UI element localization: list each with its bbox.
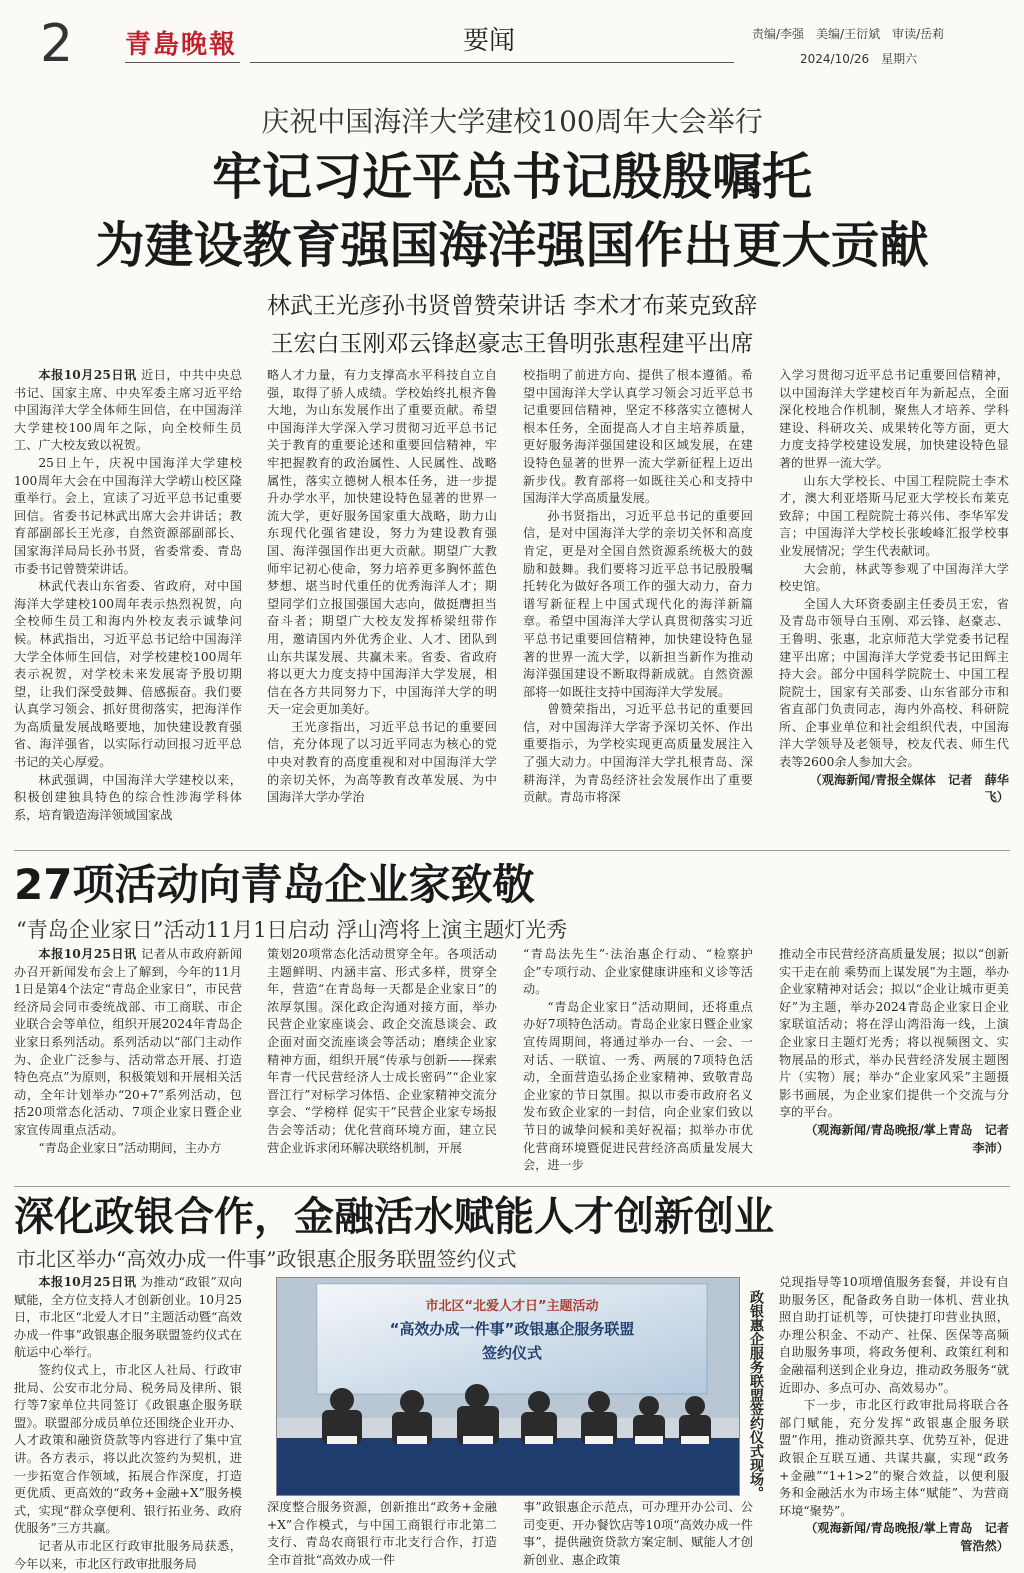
section-divider: [14, 850, 1010, 851]
banner-text-3: 签约仪式: [481, 1344, 543, 1362]
article2-column-1: [14, 946, 242, 1178]
photo-caption: 政银惠企服务联盟签约仪式现场。: [748, 1290, 764, 1500]
issue-date: 2024/10/26 星期六: [800, 52, 918, 66]
article1-paragraph: 山东大学校长、中国工程院院士李术才，澳大利亚塔斯马尼亚大学校长布莱克致辞；中国工程院院士蒋兴伟、李华军发言；中国海洋大学校长张峻峰汇报学校事业发展情况；学生代表献词。: [779, 473, 1009, 558]
banner-text-2: “高效办成一件事”政银惠企服务联盟: [389, 1320, 635, 1338]
article1-paragraph: 孙书贤指出，习近平总书记的重要回信，是对中国海洋大学的亲切关怀和高度肯定，更是对全国自然资源系统极大的鼓励和鼓舞。我们要将习近平总书记殷殷嘱托转化为做好各项工作的强大动力，奋力谱写新征程上中国式现代化的海洋新篇章。希望中国海洋大学认真贯彻落实习近平总书记重要回信精神，加快建设特色显著的世界一流大学，以新担当新作为推动海洋强国建设不断取得新成就。自然资源部将一如既往支持中国海洋大学发展。: [523, 508, 753, 699]
signing-table: [277, 1438, 739, 1495]
section-divider: [14, 1186, 1010, 1187]
article2-paragraph: “青岛企业家日”活动期间，还将重点办好7项特色活动。青岛企业家日暨企业家宣传周期间，将通过举办一台、一会、一对话、一联谊、一秀、两展的7项特色活动，全面营造弘扬企业家精神、致敬青岛企业家的节日氛围。拟以市委市政府名义发布致企业家的一封信，向企业家们致以节日的诚挚问候和美好祝福；拟举办市优化营商环境暨促进民营经济高质量发展大会，进一步: [523, 999, 753, 1173]
article3-paragraph: 兑现指导等10项增值服务套餐，并设有自助服务区，配备政务自助一体机、营业执照自助打证机等，可快捷打印营业执照，办理公积金、不动产、社保、医保等高频自助服务事项，将政务便利、政策红利和金融福利送到企业身边，推动政务服务“就近即办、多点可办、高效易办”。: [779, 1275, 1009, 1395]
article3-paragraph: 下一步，市北区行政审批局将联合各部门赋能，充分发挥“政银惠企服务联盟”作用，推动资源共享、优势互补，促进政银企互联互通、共谋共赢，实现“政务+金融”“1+1>2”的聚合效益，以便利服务和金融活水为市场主体“赋能”、为营商环境“聚势”。: [779, 1398, 1009, 1518]
article2-column-4: [779, 946, 1022, 1178]
page-number: 2: [40, 14, 74, 74]
article1-column-1: [14, 367, 242, 837]
article1-headline-line2: 为建设教育强国海洋强国作出更大贡献: [95, 217, 929, 274]
article1-paragraph: 入学习贯彻习近平总书记重要回信精神，以中国海洋大学建校百年为新起点，全面深化校地合作机制，聚焦人才培养、学科建设、科研攻关、成果转化等方面，更大力度支持学校建设发展，加快建设特色显著的世界一流大学。: [779, 368, 1009, 470]
article1-paragraph: 略人才力量，有力支撑高水平科技自立自强，取得了骄人成绩。学校始终扎根齐鲁大地，为山东发展作出了重要贡献。希望中国海洋大学深入学习贯彻习近平总书记关于教育的重要论述和重要回信精神，牢牢把握教育的政治属性、人民属性、战略属性，落实立德树人根本任务，进一步提升办学水平，加快建设特色显著的世界一流大学，更好服务国家重大战略，助力山东现代化强省建设，努力为建设教育强国、海洋强国作出更大贡献。期望广大教师牢记初心使命，努力培养更多胸怀蓝色梦想、堪当时代重任的优秀海洋人才；期望同学们立报国强国大志向，做挺膺担当奋斗者；期望广大校友发挥桥梁纽带作用，邀请国内外优秀企业、人才、团队到山东共谋发展、共赢未来。省委、省政府将以更大力度支持中国海洋大学发展，相信在各方共同努力下，中国海洋大学的明天一定会更加美好。: [267, 368, 497, 717]
article1-dateline: 本报10月25日讯: [38, 368, 137, 382]
article1-paragraph: 王光彦指出，习近平总书记的重要回信，充分体现了以习近平同志为核心的党中央对教育的高度重视和对中国海洋大学的亲切关怀，为高等教育改革发展、为中国海洋大学办学治: [267, 719, 497, 805]
article3-paragraph: 为推动“政银”双向赋能，全方位支持人才创新创业。10月25日，市北区“北爱人才日”主题活动暨“高效办成一件事”政银惠企服务联盟签约仪式在航运中心举行。: [14, 1275, 243, 1360]
signing-ceremony-photo: [276, 1277, 740, 1496]
masthead-rule: [250, 62, 734, 63]
article2-subhead: “青岛企业家日”活动11月1日启动 浮山湾将上演主题灯光秀: [16, 918, 568, 942]
article1-column-4: [779, 367, 1009, 837]
article2-paragraph: “青岛企业家日”活动期间，主办方: [38, 1140, 222, 1155]
article1-subhead-1: 林武王光彦孙书贤曾赞荣讲话 李术才布莱克致辞: [266, 293, 758, 319]
newspaper-logo: 青島晚報: [125, 30, 238, 60]
article1-kicker: 庆祝中国海洋大学建校100周年大会举行: [261, 105, 763, 138]
article2-column-3: [523, 946, 753, 1178]
article3-column-4: [779, 1274, 1022, 1570]
article1-credit: （观海新闻/青报全媒体 记者 薛华飞）: [809, 772, 1009, 805]
banner-text-1: 市北区“北爱人才日”主题活动: [425, 1299, 599, 1314]
article1-paragraph: 近日，中共中央总书记、国家主席、中央军委主席习近平给中国海洋大学全体师生回信，在中国海洋大学建校100周年之际，向全校师生员工、广大校友致以祝贺。: [14, 368, 243, 453]
article2-paragraph: “青岛法先生”·法治惠企行动、“检察护企”专项行动、企业家健康讲座和义诊等活动。: [523, 947, 753, 997]
article3-column-1: [14, 1274, 242, 1570]
article3-column-2: [267, 1499, 497, 1570]
article1-paragraph: 林武代表山东省委、省政府，对中国海洋大学建校100周年表示热烈祝贺，向全校师生员工和海内外校友表示诚挚问候。林武指出，习近平总书记给中国海洋大学全体师生回信，对学校建校100周年表示祝贺，对学校未来发展寄予殷切期望，让我们深受鼓舞、倍感振奋。我们要认真学习领会、抓好贯彻落实，把海洋作为高质量发展战略要地，加快建设教育强省、海洋强省，以实际行动回报习近平总书记的关心厚爱。: [14, 579, 242, 770]
masthead-rule-left: [125, 62, 240, 63]
article2-headline: 27项活动向青岛企业家致敬: [14, 860, 535, 909]
article2-paragraph: 推动全市民营经济高质量发展；拟以“创新实干走在前 乘势而上谋发展”为主题，举办企业家精神对话会；拟以“企业让城市更美好”为主题，举办2024青岛企业家日企业家联谊活动；将在浮山湾沿海一线，上演企业家日主题灯光秀；将以视频图文、实物展品的形式，举办民营经济发展主题图片（实物）展；举办“企业家风采”主题摄影书画展，为企业家们提供一个交流与分享的平台。: [779, 947, 1009, 1120]
article2-dateline: 本报10月25日讯: [38, 947, 137, 961]
article1-headline-line1: 牢记习近平总书记殷殷嘱托: [212, 148, 812, 206]
section-title: 要闻: [463, 26, 516, 56]
article2-paragraph: 策划20项常态化活动贯穿全年。各项活动主题鲜明、内涵丰富、形式多样，贯穿全年，营造“在青岛每一天都是企业家日”的浓厚氛围。深化政企沟通对接方面，举办民营企业家座谈会、政企交流恳谈会、政企面对面交流座谈会等活动；磨续企业家精神方面，组织开展“传承与创新——探索年青一代民营经济人士成长密码”“企业家晋江行”对标学习体悟、企业家精神交流分享会、“学榜样 促实干”民营企业家专场报告会等活动；优化营商环境方面，建立民营企业诉求闭环解决联络机制，开展: [267, 947, 497, 1155]
article3-subhead: 市北区举办“高效办成一件事”政银惠企服务联盟签约仪式: [16, 1247, 517, 1271]
article1-column-2: [267, 367, 497, 837]
article3-paragraph: 事”政银惠企示范点，可办理开办公司、公司变更、开办餐饮店等10项“高效办成一件事”，提供融资贷款方案定制、赋能人才创新创业、惠企政策: [523, 1500, 753, 1567]
article3-column-3: [523, 1499, 753, 1570]
article3-paragraph: 记者从市北区行政审批服务局获悉，今年以来，市北区行政审批服务局: [14, 1538, 242, 1571]
article1-paragraph: 林武强调，中国海洋大学建校以来，积极创建独具特色的综合性涉海学科体系，培育锻造海洋领域国家战: [14, 772, 242, 822]
article1-paragraph: 大会前，林武等参观了中国海洋大学校史馆。: [779, 561, 1009, 594]
article2-column-2: [267, 946, 497, 1178]
photo-illustration: [277, 1278, 739, 1495]
article1-paragraph: 全国人大环资委副主任委员王宏，省及青岛市领导白玉刚、邓云锋、赵豪志、王鲁明、张惠，北京师范大学党委书记程建平出席；中国海洋大学党委书记田辉主持大会。部分中国科学院院士、中国工程院院士，国家有关部委、山东省部分市和省直部门负责同志，海内外高校、科研院所、企事业单位和社会组织代表，中国海洋大学领导及老领导，校友代表、师生代表等2600余人参加大会。: [779, 596, 1009, 770]
editor-credits: 责编/李强 美编/王衍斌 审读/岳莉: [752, 27, 945, 41]
article3-dateline: 本报10月25日讯: [38, 1275, 137, 1289]
article3-paragraph: 深度整合服务资源，创新推出“政务+金融+X”合作模式，与中国工商银行市北第二支行、青岛农商银行市北支行合作，打造全市首批“高效办成一件: [267, 1500, 497, 1567]
article1-paragraph: 25日上午，庆祝中国海洋大学建校100周年大会在中国海洋大学崂山校区隆重举行。会上，宣读了习近平总书记重要回信。省委书记林武出席大会并讲话；教育部副部长王光彦，自然资源部副部长、国家海洋局局长孙书贤，省委常委、青岛市委书记曾赞荣讲话。: [14, 455, 242, 576]
article2-credit: （观海新闻/青岛晚报/掌上青岛 记者 李沛）: [805, 1122, 1022, 1155]
article3-paragraph: 签约仪式上，市北区人社局、行政审批局、公安市北分局、税务局及律所、银行等7家单位共同签订《政银惠企服务联盟》。联盟部分成员单位还围绕企业开办、人才政策和融资贷款等内容进行了集中宣讲。各方表示，将以此次签约为契机，进一步拓宽合作领域，拓展合作深度，打造更优质、更高效的“政务+金融+X”服务模式，实现“群众享便利、银行拓业务、政府优服务”三方共赢。: [14, 1362, 242, 1536]
article1-paragraph: 校指明了前进方向、提供了根本遵循。希望中国海洋大学认真学习领会习近平总书记重要回信精神，坚定不移落实立德树人根本任务，全面提高人才自主培养质量，更好服务海洋强国建设和区域发展，在建设特色显著的世界一流大学新征程上迈出新步伐。教育部将一如既往关心和支持中国海洋大学高质量发展。: [523, 368, 753, 506]
article1-subhead-2: 王宏白玉刚邓云锋赵豪志王鲁明张惠程建平出席: [270, 331, 754, 357]
article3-credit: （观海新闻/青岛晚报/掌上青岛 记者 管浩然）: [805, 1521, 1022, 1553]
article2-paragraph: 记者从市政府新闻办召开新闻发布会上了解到，今年的11月1日是第4个法定“青岛企业家日”，市民营经济局会同市委统战部、市工商联、市企业联合会等单位，组织开展2024年青岛企业家日系列活动。系列活动以“部门主动作为、企业广泛参与、活动常态开展、打造特色亮点”为原则，积极策划和开展相关活动，全年计划举办“20+7”系列活动，包括20项常态化活动、7项企业家日暨企业家宣传周重点活动。: [14, 947, 243, 1137]
article3-headline: 深化政银合作，金融活水赋能人才创新创业: [14, 1194, 774, 1240]
article1-column-3: [523, 367, 753, 837]
article1-paragraph: 曾赞荣指出，习近平总书记的重要回信，对中国海洋大学寄予深切关怀、作出重要指示，为学校实现更高质量发展注入了强大动力。中国海洋大学扎根青岛、深耕海洋，为青岛经济社会发展作出了重要贡献。青岛市将深: [523, 702, 753, 805]
